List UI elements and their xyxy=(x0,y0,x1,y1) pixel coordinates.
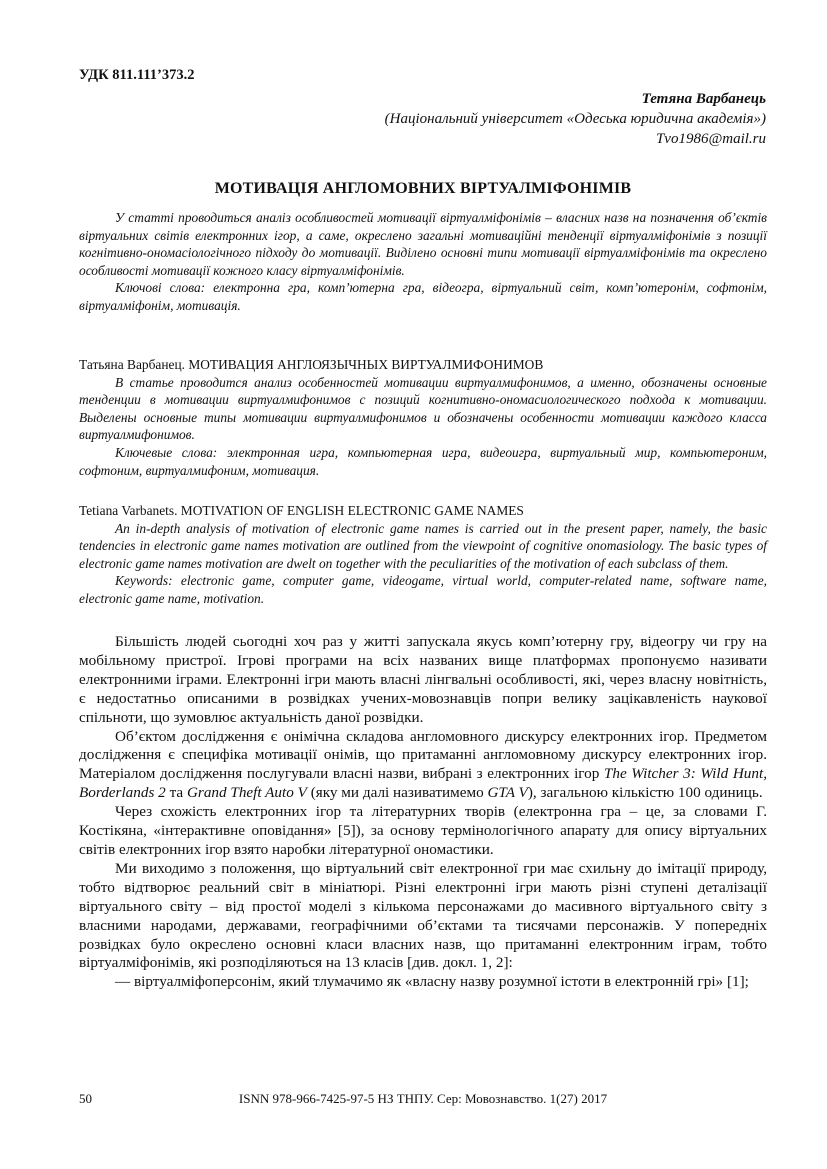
author-email: Tvo1986@mail.ru xyxy=(655,131,766,147)
udk-code: УДК 811.111’373.2 xyxy=(79,67,195,83)
abstract-ru-heading: Татьяна Варбанец. МОТИВАЦИЯ АНГЛОЯЗЫЧНЫХ ВИРТУАЛМИФОНИМОВ xyxy=(79,357,544,372)
game-title-gta: Grand Theft Auto V xyxy=(186,784,307,802)
author-name: Тетяна Варбанець xyxy=(641,91,766,107)
p2-text-a: Об’єктом дослідження є онімічна складова англомовного дискурсу електронних ігор. Предметом дослідження є специфіка мотивації онімів, що притаманні англомовному дискурсу електронних ігор. Матеріалом дослідження послугували власні назви, вибрані з електронних ігор xyxy=(79,727,767,783)
body-paragraph-3: Через схожість електронних ігор та літературних творів (електронна гра – це, за словами Г. Костікяна, «інтерактивне оповідання» [5]), за основу термінологічного апарату для опису віртуальних світів електронних ігор взято наробки літературної ономастики. xyxy=(79,803,767,858)
p2-text-b: та xyxy=(165,784,187,802)
game-titles-1: The Witcher 3: Wild Hunt, Borderlands 2 xyxy=(79,765,767,802)
abstract-russian xyxy=(79,356,767,479)
body-paragraph-4: Ми виходимо з положення, що віртуальний світ електронної гри має схильну до імітації природу, тобто відтворює реальний світ в мініатюрі. Різні електронні ігри мають різні ступені деталізації віртуального світу – від простої моделі з кількома персонажами до масивного віртуального світу з власними народами, державами, географічними об’єктами та тисячами персонажів. У попередніх розвідках було окреслено основні класи власних назв, що притаманні електронним іграм, тобто віртуалміфонімів, які розподіляються на 13 класів [див. докл. 1, 2]: xyxy=(79,859,767,972)
article-body xyxy=(79,633,767,992)
abstract-ua-text: У статті проводиться аналіз особливостей мотивації віртуалміфонімів – власних назв на позначення об’єктів віртуальних світів електронних ігор, а саме, окреслено загальні мотиваційні тенденції віртуалміфонімів з позиції когнітивно-ономасіологічного підходу до мотивації. Виділено основні типи мотивації віртуалміфонімів та окреслено особливості мотивації кожного класу віртуалміфонімів. xyxy=(79,210,767,278)
abstract-en-text: An in-depth analysis of motivation of electronic game names is carried out in the present paper, namely, the basic tendencies in electronic game names motivation are outlined from the viewpoint of cognitive onomasiology. The basic types of electronic game names motivation are dwelt on together with the peculiarities of the motivation of each subclass of them. xyxy=(79,520,767,571)
issn-line: ISNN 978-966-7425-97-5 НЗ ТНПУ. Сер: Мовознавство. 1(27) 2017 xyxy=(238,1091,608,1106)
author-affiliation: (Національний університет «Одеська юридична академія») xyxy=(384,111,766,127)
abstract-ukrainian xyxy=(79,209,767,315)
abstract-en-keywords: Keywords: electronic game, computer game, videogame, virtual world, computer-related name, software name, electronic game name, motivation. xyxy=(79,573,767,606)
p2-text-c: (яку ми далі називатимемо xyxy=(306,784,488,802)
author-block xyxy=(385,89,766,149)
body-paragraph-2 xyxy=(79,728,767,804)
body-paragraph-5: — віртуалміфоперсонім, який тлумачимо як «власну назву розумної істоти в електронній грі» [1]; xyxy=(115,973,749,991)
page-number: 50 xyxy=(79,1091,92,1106)
game-title-gta-short: GTA V xyxy=(487,784,528,802)
abstract-ru-text: В статье проводится анализ особенностей мотивации виртуалмифонимов, а именно, обозначены основные тенденции в мотивации виртуалмифонимов с позиций когнитивно-ономасиологического подхода к мотивации. Выделены основные типы мотивации виртуалмифонимов и обозначены особенности мотивации каждого класса виртуалмифонимов. xyxy=(79,374,767,443)
p2-text-d: ), загальною кількістю 100 одиниць. xyxy=(527,784,763,802)
abstract-en-heading: Tetiana Varbanets. MOTIVATION OF ENGLISH ELECTRONIC GAME NAMES xyxy=(79,503,524,518)
abstract-english xyxy=(79,502,767,608)
article-title: МОТИВАЦІЯ АНГЛОМОВНИХ ВІРТУАЛМІФОНІМІВ xyxy=(214,180,632,197)
abstract-ua-keywords: Ключові слова: електронна гра, комп’ютерна гра, відеогра, віртуальний світ, комп’ютеронім, софтонім, віртуалміфонім, мотивація. xyxy=(79,280,767,313)
body-paragraph-1: Більшість людей сьогодні хоч раз у житті запускала якусь комп’ютерну гру, відеогру чи гру на мобільному пристрої. Ігрові програми на всіх названих вище платформах пропонуємо називати електронними іграми. Електронні ігри мають власні лінгвальні особливості, які, через власну новітність, є недостатньо описаними в розвідках учених-мовознавців попри велику зацікавленість наукової спільноти, що зумовлює актуальність даної розвідки. xyxy=(79,633,767,726)
abstract-ru-keywords: Ключевые слова: электронная игра, компьютерная игра, видеоигра, виртуальный мир, компьютероним, софтоним, виртуалмифоним, мотивация. xyxy=(79,444,767,478)
